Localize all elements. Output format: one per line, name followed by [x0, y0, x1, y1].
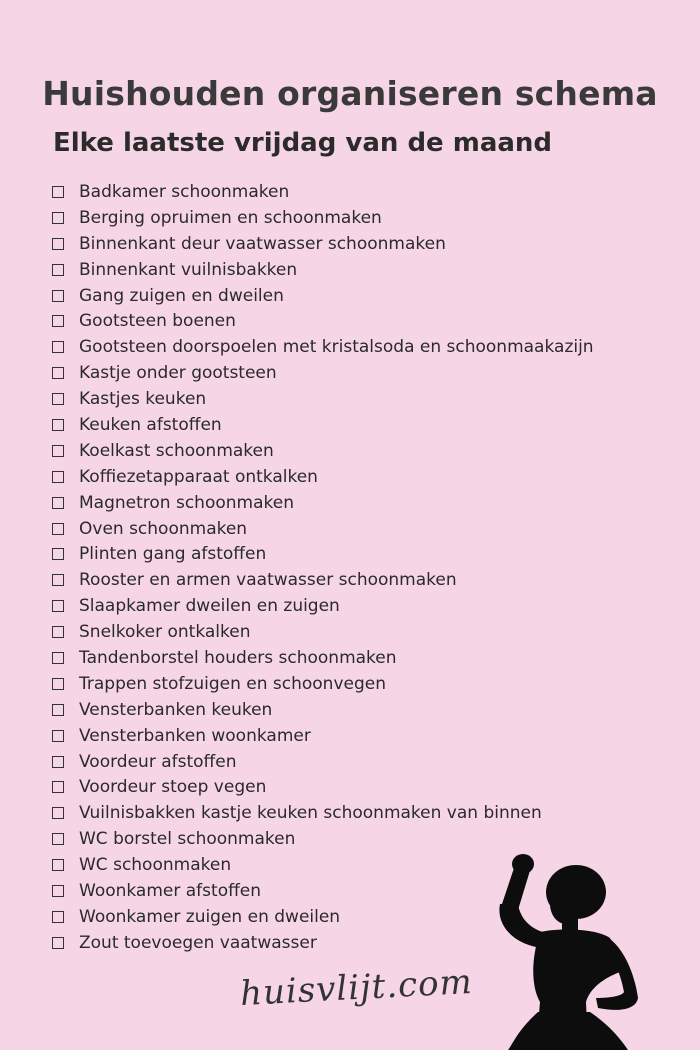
checklist-item-label: Oven schoonmaken: [79, 518, 248, 539]
checklist-item-label: Woonkamer afstoffen: [79, 880, 262, 901]
checklist-item-label: Magnetron schoonmaken: [79, 492, 294, 513]
checkbox[interactable]: [52, 523, 64, 535]
checklist-item-label: Berging opruimen en schoonmaken: [79, 207, 382, 228]
checklist-item: [52, 749, 594, 775]
checkbox[interactable]: [52, 315, 64, 327]
checklist-item: [52, 360, 594, 386]
checkbox[interactable]: [52, 859, 64, 871]
checklist-item-label: Snelkoker ontkalken: [79, 622, 251, 643]
checklist-item-label: Voordeur afstoffen: [79, 751, 237, 772]
checkbox[interactable]: [52, 445, 64, 457]
checkbox[interactable]: [52, 497, 64, 509]
checkbox[interactable]: [52, 885, 64, 897]
checklist-item: [52, 697, 594, 723]
checklist-item-label: Gootsteen doorspoelen met kristalsoda en schoonmaakazijn: [79, 337, 594, 358]
checklist-item-label: WC schoonmaken: [79, 855, 232, 876]
checkbox[interactable]: [52, 393, 64, 405]
checkbox[interactable]: [52, 341, 64, 353]
checklist-item: [52, 283, 594, 309]
checkbox[interactable]: [52, 212, 64, 224]
checklist-item: [52, 231, 594, 257]
checklist-item: [52, 671, 594, 697]
checkbox[interactable]: [52, 807, 64, 819]
checkbox[interactable]: [52, 626, 64, 638]
checklist-item: [52, 619, 594, 645]
checklist-item: [52, 438, 594, 464]
checklist-item-label: Zout toevoegen vaatwasser: [79, 932, 317, 953]
checklist-item-label: WC borstel schoonmaken: [79, 829, 296, 850]
checkbox[interactable]: [52, 290, 64, 302]
checklist-item: [52, 723, 594, 749]
checkbox[interactable]: [52, 911, 64, 923]
checkbox[interactable]: [52, 600, 64, 612]
checkbox[interactable]: [52, 548, 64, 560]
brand-logo: huisvlijt.com: [239, 961, 474, 1015]
checkbox[interactable]: [52, 756, 64, 768]
checklist: [52, 179, 594, 956]
checklist-item-label: Binnenkant vuilnisbakken: [79, 259, 298, 280]
checklist-item-label: Vuilnisbakken kastje keuken schoonmaken van binnen: [79, 803, 542, 824]
checkbox[interactable]: [52, 652, 64, 664]
checklist-item-label: Badkamer schoonmaken: [79, 181, 290, 202]
checkbox[interactable]: [52, 471, 64, 483]
checklist-item-label: Koffiezetapparaat ontkalken: [79, 466, 318, 487]
checklist-item: [52, 179, 594, 205]
checklist-item-label: Tandenborstel houders schoonmaken: [79, 647, 397, 668]
checkbox[interactable]: [52, 781, 64, 793]
checklist-item: [52, 516, 594, 542]
checklist-item-label: Vensterbanken keuken: [79, 699, 273, 720]
checklist-item-label: Gootsteen boenen: [79, 311, 236, 332]
checklist-item: [52, 205, 594, 231]
checkbox[interactable]: [52, 937, 64, 949]
checklist-item: [52, 334, 594, 360]
checklist-item-label: Kastjes keuken: [79, 389, 207, 410]
checklist-item-label: Trappen stofzuigen en schoonvegen: [79, 673, 387, 694]
checklist-item-label: Rooster en armen vaatwasser schoonmaken: [79, 570, 457, 591]
checklist-item: [52, 567, 594, 593]
checkbox[interactable]: [52, 419, 64, 431]
checklist-item-label: Plinten gang afstoffen: [79, 544, 267, 565]
checklist-item: [52, 308, 594, 334]
checklist-item-label: Kastje onder gootsteen: [79, 363, 277, 384]
checklist-item-label: Keuken afstoffen: [79, 414, 222, 435]
checkbox[interactable]: [52, 574, 64, 586]
checklist-item-label: Slaapkamer dweilen en zuigen: [79, 596, 340, 617]
page-subtitle: Elke laatste vrijdag van de maand: [53, 128, 553, 158]
checklist-item: [52, 412, 594, 438]
checkbox[interactable]: [52, 833, 64, 845]
checklist-item: [52, 800, 594, 826]
checkbox[interactable]: [52, 367, 64, 379]
checklist-item: [52, 774, 594, 800]
checklist-item-label: Woonkamer zuigen en dweilen: [79, 906, 341, 927]
checkbox[interactable]: [52, 264, 64, 276]
checklist-item-label: Binnenkant deur vaatwasser schoonmaken: [79, 233, 446, 254]
checklist-item: [52, 593, 594, 619]
woman-flexing-silhouette-icon: [478, 852, 658, 1050]
checkbox[interactable]: [52, 186, 64, 198]
checkbox[interactable]: [52, 678, 64, 690]
checklist-item: [52, 464, 594, 490]
checklist-item-label: Gang zuigen en dweilen: [79, 285, 284, 306]
checklist-item: [52, 826, 594, 852]
checkbox[interactable]: [52, 704, 64, 716]
checklist-item: [52, 645, 594, 671]
checklist-item: [52, 490, 594, 516]
page-title: Huishouden organiseren schema: [42, 74, 658, 113]
checkbox[interactable]: [52, 238, 64, 250]
checklist-item: [52, 541, 594, 567]
checklist-item: [52, 257, 594, 283]
checklist-item: [52, 386, 594, 412]
checklist-item-label: Voordeur stoep vegen: [79, 777, 267, 798]
checklist-item-label: Koelkast schoonmaken: [79, 440, 274, 461]
checkbox[interactable]: [52, 730, 64, 742]
checklist-item-label: Vensterbanken woonkamer: [79, 725, 311, 746]
